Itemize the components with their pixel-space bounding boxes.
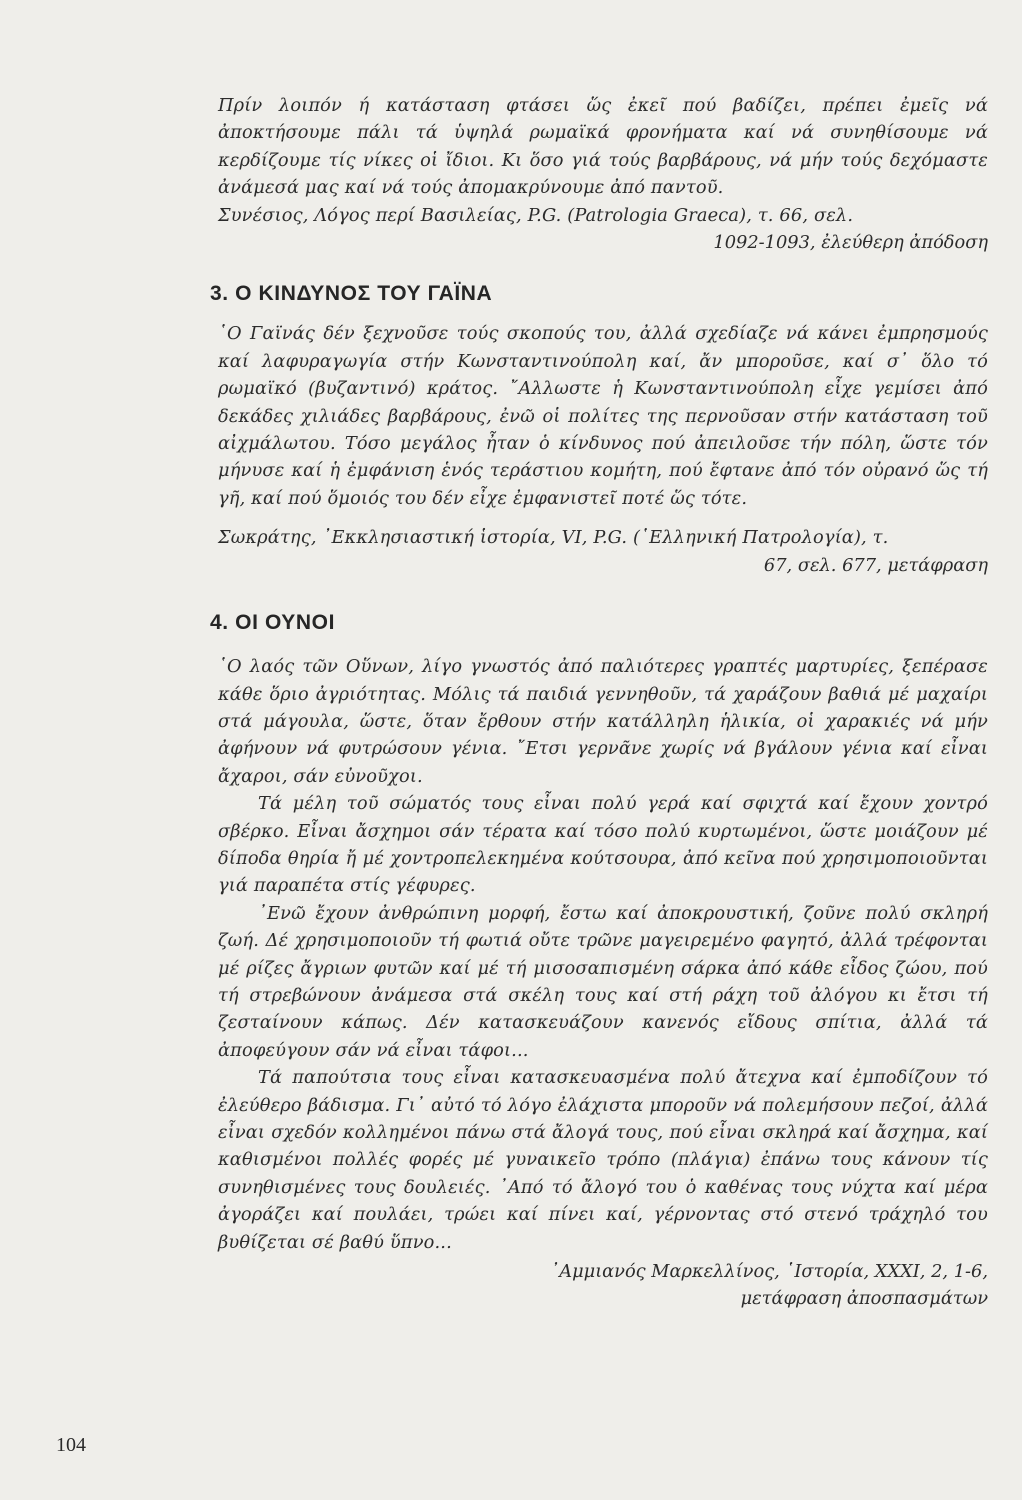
socrates-source-continued: 67, σελ. 677, μετάφραση xyxy=(763,554,988,576)
page-content xyxy=(210,92,988,1313)
page-number: 104 xyxy=(56,1434,86,1456)
huns-paragraph-4: Τά παπούτσια τους εἶναι κατασκευασμένα πολύ ἄτεχνα καί ἐμποδίζουν τό ἐλεύθερο βάδισμα. Γι᾽ αὐτό τό λόγο ἐλάχιστα μποροῦν νά πολεμήσουν πεζοί, ἀλλά εἶναι σχεδόν κολλημένοι πάνω στά ἄλογά τους, πού εἶναι σκληρά καί ἄσχημα, καί καθισμένοι πολλές φορές μέ γυναικεῖο τρόπο (πλάγια) ἐπάνω τους κάνουν τίς συνηθισμένες τους δουλειές. ᾽Από τό ἄλογό του ὁ καθένας τους νύχτα καί μέρα ἀγοράζει καί πουλάει, τρώει καί πίνει καί, γέρνοντας στό στενό τράχηλό του βυθίζεται σέ βαθύ ὕπνο... xyxy=(218,1067,988,1253)
socrates-source: Σωκράτης, ᾽Εκκλησιαστική ἱστορία, VI, P.G. (῾Ελληνική Πατρολογία), τ. xyxy=(218,527,889,549)
synesios-quote: Πρίν λοιπόν ή κατάσταση φτάσει ὥς ἐκεῖ πού βαδίζει, πρέπει ἐμεῖς νά ἀποκτήσουμε πάλι τά ὑψηλά ρωμαϊκά φρονήματα καί νά συνηθίσουμε νά κερδίζουμε τίς νίκες οἱ ἴδιοι. Κι ὅσο γιά τούς βαρβάρους, νά μήν τούς δεχόμαστε ἀνάμεσά μας καί νά τούς ἀπομακρύνουμε ἀπό παντοῦ. xyxy=(218,95,988,199)
ammianus-source-continued: μετάφραση ἀποσπασμάτων xyxy=(740,1288,988,1310)
synesios-source: Συνέσιος, Λόγος περί Βασιλείας, P.G. (Patrologia Graeca), τ. 66, σελ. xyxy=(218,204,854,226)
huns-quote xyxy=(218,653,988,1256)
synesios-source-continued: 1092-1093, ἐλεύθερη ἀπόδοση xyxy=(713,232,988,254)
ammianus-source: ᾽Αμμιανός Μαρκελλίνος, ῾Ιστορία, XXXI, 2, 1-6, xyxy=(550,1261,988,1283)
huns-paragraph-3: ᾽Ενῶ ἔχουν ἀνθρώπινη μορφή, ἔστω καί ἀποκρουστική, ζοῦνε πολύ σκληρή ζωή. Δέ χρησιμοποιοῦν τή φωτιά οὔτε τρῶνε μαγειρεμένο φαγητό, ἀλλά τρέφονται μέ ρίζες ἄγριων φυτῶν καί μέ τή μισοσαπισμένη σάρκα ἀπό κάθε εἶδος ζώου, πού τή στρεβώνουν ἀνάμεσα στά σκέλη τους καί στή ράχη τοῦ ἀλόγου κι ἔτσι τή ζεσταίνουν κάπως. Δέν κατασκευάζουν κανενός εἴδους σπίτια, ἀλλά τά ἀποφεύγουν σάν νά εἶναι τάφοι... xyxy=(218,902,988,1061)
huns-paragraph-2: Τά μέλη τοῦ σώματός τους εἶναι πολύ γερά καί σφιχτά καί ἔχουν χοντρό σβέρκο. Εἶναι ἄσχημοι σάν τέρατα καί τόσο πολύ κυρτωμένοι, ὥστε μοιάζουν μέ δίποδα θηρία ἤ μέ χοντροπελεκημένα κούτσουρα, ἀπό κεῖνα πού χρησιμοποιοῦνται γιά παραπέτα στίς γέφυρες. xyxy=(218,793,988,897)
section-3-heading: 3. Ο ΚΙΝΔΥΝΟΣ ΤΟΥ ΓΑΪΝΑ xyxy=(210,282,493,306)
huns-paragraph-1: ῾Ο λαός τῶν Οὕνων, λίγο γνωστός ἀπό παλιότερες γραπτές μαρτυρίες, ξεπέρασε κάθε ὅριο ἀγριότητας. Μόλις τά παιδιά γεννηθοῦν, τά χαράζουν βαθιά μέ μαχαίρι στά μάγουλα, ὥστε, ὅταν ἔρθουν στήν κατάλληλη ἡλικία, οἱ χαρακιές νά μήν ἀφήνουν νά φυτρώσουν γένια. ῎Ετσι γερνᾶνε χωρίς νά βγάλουν γένια καί εἶναι ἄχαροι, σάν εὐνοῦχοι. xyxy=(218,656,988,787)
gainas-quote: ῾Ο Γαϊνάς δέν ξεχνοῦσε τούς σκοπούς του, ἀλλά σχεδίαζε νά κάνει ἐμπρησμούς καί λαφυραγωγία στήν Κωνσταντινούπολη καί, ἄν μποροῦσε, καί σ᾽ ὅλο τό ρωμαϊκό (βυζαντινό) κράτος. ῎Αλλωστε ἡ Κωνσταντινούπολη εἶχε γεμίσει ἀπό δεκάδες χιλιάδες βαρβάρους, ἐνῶ οἱ πολίτες της περνοῦσαν στήν κατάσταση τοῦ αἰχμάλωτου. Τόσο μεγάλος ἦταν ὁ κίνδυνος πού ἀπειλοῦσε τήν πόλη, ὥστε τόν μήνυσε καί ἡ ἐμφάνιση ἑνός τεράστιου κομήτη, πού ἔφτανε ἀπό τόν οὐρανό ὥς τή γῆ, καί πού ὅμοιός του δέν εἶχε ἐμφανιστεῖ ποτέ ὥς τότε. xyxy=(218,323,988,509)
section-4-heading: 4. ΟΙ ΟΥΝΟΙ xyxy=(210,611,336,635)
